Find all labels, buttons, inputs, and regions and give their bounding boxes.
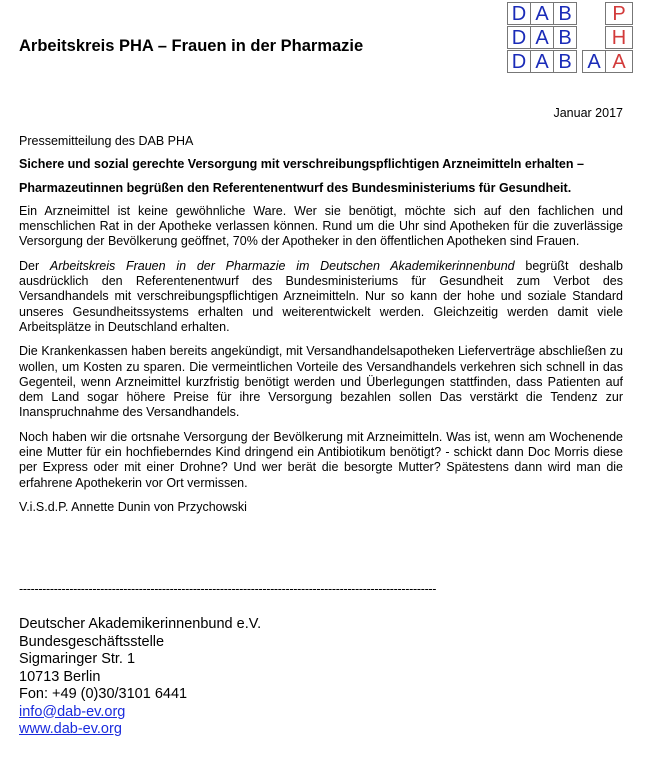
paragraph-2-lead: Der xyxy=(19,258,50,273)
city: 10713 Berlin xyxy=(19,668,101,685)
paragraph-1: Ein Arzneimittel ist keine gewöhnliche Ware. Wer sie benötigt, möchte sich auf den fachlichen und menschlichen Rat in der Apotheke verlassen können. Rund um die Uhr sind Apotheken für die zuverlässige Versorgung der Bevölkerung geöffnet, 70% der Apotheker in den öffentlichen Apotheken sind Frauen. xyxy=(19,203,623,249)
signature: V.i.S.d.P. Annette Dunin von Przychowski xyxy=(19,499,247,514)
street-address: Sigmaringer Str. 1 xyxy=(19,651,136,667)
logo-letter: D xyxy=(507,2,531,25)
logo-spacer xyxy=(582,2,606,25)
intro-line: Pressemitteilung des DAB PHA xyxy=(19,134,194,148)
logo-letter: A xyxy=(530,26,554,49)
paragraph-2-rest: begrüßt deshalb ausdrücklich den Referentenentwurf des Bundesministeriums für Gesundheit zum Verbot des Versandhandels mit verschreibungspflichtigen Arzneimitteln. Nur so kann der hohe und soziale Standard unseres Gesundheitssystems erhalten und weiterentwickelt werden. Gleichzeitig werden damit viele Arbeitsplätze in Deutschland erhalten. xyxy=(19,258,624,334)
contact-footer xyxy=(19,616,261,739)
org-name: Deutscher Akademikerinnenbund e.V. xyxy=(19,616,262,632)
dab-pha-logo xyxy=(507,2,632,74)
page-title: Arbeitskreis PHA – Frauen in der Pharmazie xyxy=(19,37,364,55)
separator-line: ------------------------------------------------------------------------------------------------------------ xyxy=(19,582,437,596)
logo-spacer xyxy=(582,26,606,49)
phone: Fon: +49 (0)30/3101 6441 xyxy=(19,686,188,702)
website-link[interactable]: www.dab-ev.org xyxy=(19,721,122,737)
logo-letter: A xyxy=(582,50,606,73)
headline-2: Pharmazeutinnen begrüßen den Referentenentwurf des Bundesministeriums für Gesundheit. xyxy=(19,180,572,195)
logo-letter: A xyxy=(530,2,554,25)
logo-letter: B xyxy=(553,50,577,73)
logo-letter: A xyxy=(530,50,554,73)
press-release-body xyxy=(19,134,623,515)
logo-letter: P xyxy=(605,2,633,25)
logo-letter: H xyxy=(605,26,633,49)
email-link[interactable]: info@dab-ev.org xyxy=(19,703,126,720)
office-name: Bundesgeschäftsstelle xyxy=(19,633,165,650)
logo-letter: B xyxy=(553,26,577,49)
paragraph-4: Noch haben wir die ortsnahe Versorgung der Bevölkerung mit Arzneimitteln. Was ist, wenn am Wochenende eine Mutter für ein hochfieberndes Kind dringend ein Antibiotikum benötigt? - schickt dann Doc Morris diese per Express oder mit einer Drohne? Und wer berät die besorgte Mutter? Spätestens dann wird man die erfahrene Apothekerin vor Ort vermissen. xyxy=(19,429,623,490)
logo-letter: D xyxy=(507,50,531,73)
logo-row-1 xyxy=(507,2,632,26)
date: Januar 2017 xyxy=(553,106,623,120)
logo-letter: B xyxy=(553,2,577,25)
logo-row-3 xyxy=(507,50,632,74)
logo-row-2 xyxy=(507,26,632,50)
paragraph-2-organisation: Arbeitskreis Frauen in der Pharmazie im Deutschen Akademikerinnenbund xyxy=(49,258,515,273)
paragraph-3: Die Krankenkassen haben bereits angekündigt, mit Versandhandelsapotheken Lieferverträge abschließen zu wollen, um Kosten zu sparen. Die vermeintlichen Vorteile des Versandhandels verkehren sich schnell in das Gegenteil, wenn Arzneimittel kurzfristig benötigt werden und Überlegungen stattfinden, dass Patienten auf dem Land sogar höhere Preise für ihre Versorgung bezahlen sollen Das verstärkt die Tendenz zur Inanspruchnahme des Versandhandels. xyxy=(19,344,623,420)
logo-letter: D xyxy=(507,26,531,49)
logo-letter: A xyxy=(605,50,633,73)
paragraph-2 xyxy=(19,259,623,335)
headline-1: Sichere und sozial gerechte Versorgung mit verschreibungspflichtigen Arzneimitteln erhalten – xyxy=(19,157,584,172)
